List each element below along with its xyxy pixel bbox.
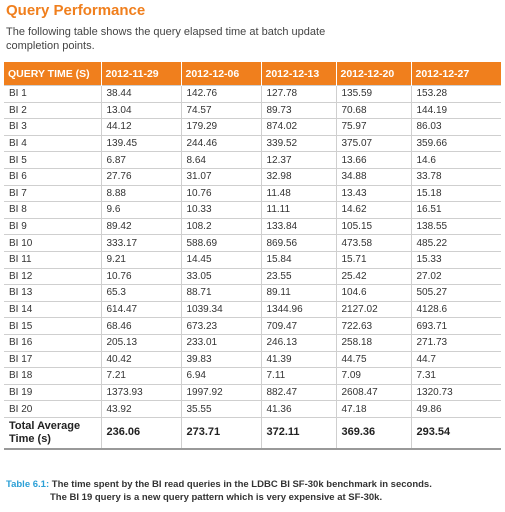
time-cell: 1344.96 <box>261 301 336 318</box>
time-cell: 1997.92 <box>181 384 261 401</box>
table-row <box>4 334 501 351</box>
header-date-3: 2012-12-13 <box>261 62 336 86</box>
time-cell: 15.33 <box>411 251 501 268</box>
time-cell: 89.42 <box>101 218 181 235</box>
time-cell: 41.36 <box>261 401 336 418</box>
time-cell: 68.46 <box>101 318 181 335</box>
time-cell: 35.55 <box>181 401 261 418</box>
time-cell: 7.31 <box>411 368 501 385</box>
time-cell: 13.43 <box>336 185 411 202</box>
time-cell: 10.33 <box>181 202 261 219</box>
time-cell: 693.71 <box>411 318 501 335</box>
table-row <box>4 135 501 152</box>
total-value-cell: 293.54 <box>411 417 501 449</box>
query-name-cell: BI 16 <box>4 334 101 351</box>
table-row <box>4 102 501 119</box>
time-cell: 271.73 <box>411 334 501 351</box>
caption-line-2: The BI 19 query is a new query pattern which is very expensive at SF-30k. <box>50 492 383 503</box>
time-cell: 142.76 <box>181 86 261 103</box>
time-cell: 1373.93 <box>101 384 181 401</box>
table-row <box>4 251 501 268</box>
time-cell: 135.59 <box>336 86 411 103</box>
time-cell: 205.13 <box>101 334 181 351</box>
table-row <box>4 202 501 219</box>
time-cell: 75.97 <box>336 119 411 136</box>
time-cell: 7.21 <box>101 368 181 385</box>
time-cell: 33.05 <box>181 268 261 285</box>
time-cell: 13.04 <box>101 102 181 119</box>
time-cell: 15.84 <box>261 251 336 268</box>
query-name-cell: BI 9 <box>4 218 101 235</box>
header-query-time: QUERY TIME (S) <box>4 62 101 86</box>
query-name-cell: BI 20 <box>4 401 101 418</box>
time-cell: 13.66 <box>336 152 411 169</box>
total-value-cell: 236.06 <box>101 417 181 449</box>
table-row <box>4 86 501 103</box>
table-row <box>4 285 501 302</box>
query-name-cell: BI 17 <box>4 351 101 368</box>
query-name-cell: BI 7 <box>4 185 101 202</box>
time-cell: 588.69 <box>181 235 261 252</box>
query-name-cell: BI 19 <box>4 384 101 401</box>
time-cell: 38.44 <box>101 86 181 103</box>
table-row <box>4 368 501 385</box>
time-cell: 23.55 <box>261 268 336 285</box>
time-cell: 88.71 <box>181 285 261 302</box>
query-name-cell: BI 1 <box>4 86 101 103</box>
time-cell: 179.29 <box>181 119 261 136</box>
time-cell: 43.92 <box>101 401 181 418</box>
time-cell: 505.27 <box>411 285 501 302</box>
time-cell: 339.52 <box>261 135 336 152</box>
query-name-cell: BI 11 <box>4 251 101 268</box>
time-cell: 70.68 <box>336 102 411 119</box>
time-cell: 133.84 <box>261 218 336 235</box>
time-cell: 2127.02 <box>336 301 411 318</box>
time-cell: 244.46 <box>181 135 261 152</box>
time-cell: 14.45 <box>181 251 261 268</box>
query-name-cell: BI 3 <box>4 119 101 136</box>
time-cell: 27.02 <box>411 268 501 285</box>
time-cell: 15.71 <box>336 251 411 268</box>
query-name-cell: BI 2 <box>4 102 101 119</box>
time-cell: 8.64 <box>181 152 261 169</box>
time-cell: 41.39 <box>261 351 336 368</box>
time-cell: 12.37 <box>261 152 336 169</box>
time-cell: 2608.47 <box>336 384 411 401</box>
time-cell: 108.2 <box>181 218 261 235</box>
total-row <box>4 417 501 449</box>
section-title: Query Performance <box>6 2 146 19</box>
time-cell: 7.11 <box>261 368 336 385</box>
table-row <box>4 185 501 202</box>
time-cell: 11.11 <box>261 202 336 219</box>
time-cell: 32.98 <box>261 168 336 185</box>
query-name-cell: BI 14 <box>4 301 101 318</box>
time-cell: 14.6 <box>411 152 501 169</box>
time-cell: 246.13 <box>261 334 336 351</box>
time-cell: 11.48 <box>261 185 336 202</box>
time-cell: 14.62 <box>336 202 411 219</box>
table-row <box>4 384 501 401</box>
time-cell: 39.83 <box>181 351 261 368</box>
time-cell: 65.3 <box>101 285 181 302</box>
section-description: The following table shows the query elapsed time at batch update completion points. <box>6 26 326 52</box>
query-name-cell: BI 5 <box>4 152 101 169</box>
time-cell: 359.66 <box>411 135 501 152</box>
table-row <box>4 119 501 136</box>
time-cell: 127.78 <box>261 86 336 103</box>
query-name-cell: BI 6 <box>4 168 101 185</box>
query-name-cell: BI 15 <box>4 318 101 335</box>
time-cell: 89.11 <box>261 285 336 302</box>
table-header-row <box>4 62 501 86</box>
time-cell: 153.28 <box>411 86 501 103</box>
time-cell: 874.02 <box>261 119 336 136</box>
time-cell: 9.6 <box>101 202 181 219</box>
table-row <box>4 351 501 368</box>
table-caption <box>6 478 501 504</box>
time-cell: 7.09 <box>336 368 411 385</box>
total-label-cell: Total Average Time (s) <box>4 417 101 449</box>
total-value-cell: 273.71 <box>181 417 261 449</box>
time-cell: 473.58 <box>336 235 411 252</box>
total-value-cell: 369.36 <box>336 417 411 449</box>
time-cell: 16.51 <box>411 202 501 219</box>
table-row <box>4 301 501 318</box>
time-cell: 9.21 <box>101 251 181 268</box>
query-name-cell: BI 13 <box>4 285 101 302</box>
time-cell: 485.22 <box>411 235 501 252</box>
time-cell: 34.88 <box>336 168 411 185</box>
table-row <box>4 168 501 185</box>
table-row <box>4 268 501 285</box>
caption-tag: Table 6.1: <box>6 479 50 490</box>
time-cell: 673.23 <box>181 318 261 335</box>
time-cell: 33.78 <box>411 168 501 185</box>
time-cell: 233.01 <box>181 334 261 351</box>
time-cell: 49.86 <box>411 401 501 418</box>
time-cell: 74.57 <box>181 102 261 119</box>
time-cell: 139.45 <box>101 135 181 152</box>
time-cell: 8.88 <box>101 185 181 202</box>
table-body <box>4 86 501 449</box>
header-date-4: 2012-12-20 <box>336 62 411 86</box>
time-cell: 6.94 <box>181 368 261 385</box>
caption-line-1: The time spent by the BI read queries in the LDBC BI SF-30k benchmark in seconds. <box>51 479 432 490</box>
query-name-cell: BI 4 <box>4 135 101 152</box>
header-date-5: 2012-12-27 <box>411 62 501 86</box>
time-cell: 709.47 <box>261 318 336 335</box>
query-name-cell: BI 10 <box>4 235 101 252</box>
time-cell: 869.56 <box>261 235 336 252</box>
time-cell: 89.73 <box>261 102 336 119</box>
table-row <box>4 218 501 235</box>
time-cell: 258.18 <box>336 334 411 351</box>
table-row <box>4 235 501 252</box>
time-cell: 144.19 <box>411 102 501 119</box>
table-row <box>4 401 501 418</box>
time-cell: 1320.73 <box>411 384 501 401</box>
time-cell: 86.03 <box>411 119 501 136</box>
table-row <box>4 152 501 169</box>
time-cell: 105.15 <box>336 218 411 235</box>
header-date-1: 2012-11-29 <box>101 62 181 86</box>
time-cell: 6.87 <box>101 152 181 169</box>
time-cell: 27.76 <box>101 168 181 185</box>
query-name-cell: BI 12 <box>4 268 101 285</box>
time-cell: 333.17 <box>101 235 181 252</box>
time-cell: 1039.34 <box>181 301 261 318</box>
time-cell: 722.63 <box>336 318 411 335</box>
time-cell: 25.42 <box>336 268 411 285</box>
time-cell: 104.6 <box>336 285 411 302</box>
time-cell: 44.7 <box>411 351 501 368</box>
time-cell: 31.07 <box>181 168 261 185</box>
header-date-2: 2012-12-06 <box>181 62 261 86</box>
time-cell: 10.76 <box>181 185 261 202</box>
time-cell: 47.18 <box>336 401 411 418</box>
time-cell: 375.07 <box>336 135 411 152</box>
query-name-cell: BI 18 <box>4 368 101 385</box>
time-cell: 15.18 <box>411 185 501 202</box>
query-time-table <box>4 62 501 450</box>
time-cell: 138.55 <box>411 218 501 235</box>
time-cell: 44.12 <box>101 119 181 136</box>
time-cell: 40.42 <box>101 351 181 368</box>
time-cell: 614.47 <box>101 301 181 318</box>
total-value-cell: 372.11 <box>261 417 336 449</box>
table-row <box>4 318 501 335</box>
time-cell: 10.76 <box>101 268 181 285</box>
time-cell: 882.47 <box>261 384 336 401</box>
time-cell: 44.75 <box>336 351 411 368</box>
time-cell: 4128.6 <box>411 301 501 318</box>
query-name-cell: BI 8 <box>4 202 101 219</box>
